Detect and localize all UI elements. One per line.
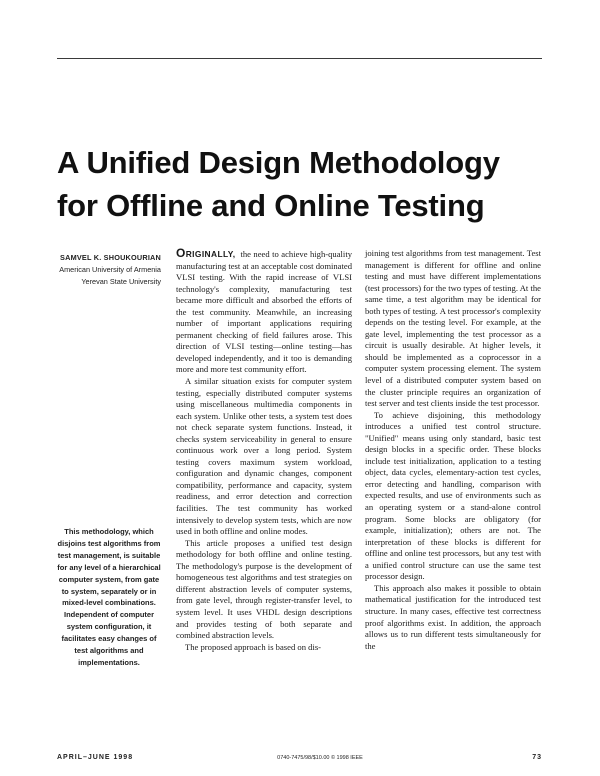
body-paragraph-1 (176, 248, 352, 376)
lead-word: RIGINALLY, (185, 249, 236, 259)
author-block (57, 252, 161, 288)
header-rule (57, 58, 542, 59)
article-title (57, 141, 557, 227)
body-paragraph-3: This article proposes a unified test design methodology for both offline and online testing. The methodology's purpose is the development of homogeneous test algorithms and test strategies on different abstraction levels of computer systems, from gate level, through register-transfer level, to system level. It uses VHDL design descriptions and provides testing of both separate and combined abstraction levels. (176, 537, 352, 641)
title-line-2: for Offline and Online Testing (57, 188, 485, 223)
body-paragraph-4: The proposed approach is based on dis- (185, 641, 322, 652)
body-paragraph-7: This approach also makes it possible to obtain mathematical justification for the introduced test structure. In many cases, effective test correctness proof algorithms exist. In addition, the approach allows us to run different tests simultaneously for the (365, 582, 541, 651)
paragraph-text: the need to achieve high-quality manufacturing test at an acceptable cost dominated VLSI testing. With the rapid increase of VLSI technology's complexity, manufacturing test became more difficult and absorbed the efforts of the test community. Meanwhile, an increasing number of important applications requiring permanent checking of field failures arose. This direction of VLSI testing—online testing—has developed independently, and it too is demanding more and more test community effort. (176, 249, 353, 375)
body-paragraph-2: A similar situation exists for computer system testing, especially distributed computer systems using miscellaneous multimedia components in each system. Unlike other tests, a system test does not check separate system functions. Instead, it checks system serviceability in general to ensure continuous work over a long period. System testing covers maximum system workload, configuration and dynamic changes, component compatibility, performance and capacity, system readiness, and error detection and correction facilities. The test community has worked intensively to develop system tests, which are now used in both offline and online modes. (176, 376, 352, 537)
footer-copyright: 0740-7475/98/$10.00 © 1998 IEEE (277, 755, 363, 761)
drop-initial: O (176, 246, 186, 260)
footer-issue-date: APRIL–JUNE 1998 (57, 754, 134, 761)
author-affiliation-2: Yerevan State University (81, 277, 161, 286)
author-affiliation-1: American University of Armenia (59, 265, 161, 274)
pull-quote: This methodology, which disjoins test algorithms from test management, is suitable for any level of a hierarchical computer system, from gate to system, separately or in mixed-level combinations. Independent of computer system configuration, it facilitates easy changes of test algorithms and implementations. (57, 527, 161, 667)
body-paragraph-6: To achieve disjoining, this methodology introduces a unified test control structure. "Unified" means using only standard, basic test design blocks in a specific order. These blocks include test initialization, application to a testing object, data cycles, elementary-action test cycles, error detecting and handling, comparison with expected results, and use of environments such as an operating system or a stand-alone control program. Some blocks are obligatory (for example, initialization); others are not. The interpretation of these blocks is different for offline and online test processors, but any test with a unified control structure can use the same test processor design. (365, 409, 541, 582)
author-name: SAMVEL K. SHOUKOURIAN (60, 253, 161, 262)
title-line-1: A Unified Design Methodology (57, 145, 500, 180)
lead-in (176, 246, 236, 260)
body-paragraph-5: joining test algorithms from test management. Test management is different for offline and online testing and must have different implementations (test processors) for the two types of testing. At the same time, a test algorithm may be identical for both types of testing. A test processor's complexity depends on the testing level. For example, at the gate level, implementing the test processor as a circuit is usually desirable. At higher levels, it should be implemented as a coprocessor in a computer system processing element. The system level of a distributed computer system based on the cluster principle requires an organization of test server and test clients inside the test processor. (365, 248, 541, 409)
body-column-2 (365, 248, 541, 652)
footer-page-number: 73 (532, 754, 542, 761)
body-column-1 (176, 248, 352, 653)
